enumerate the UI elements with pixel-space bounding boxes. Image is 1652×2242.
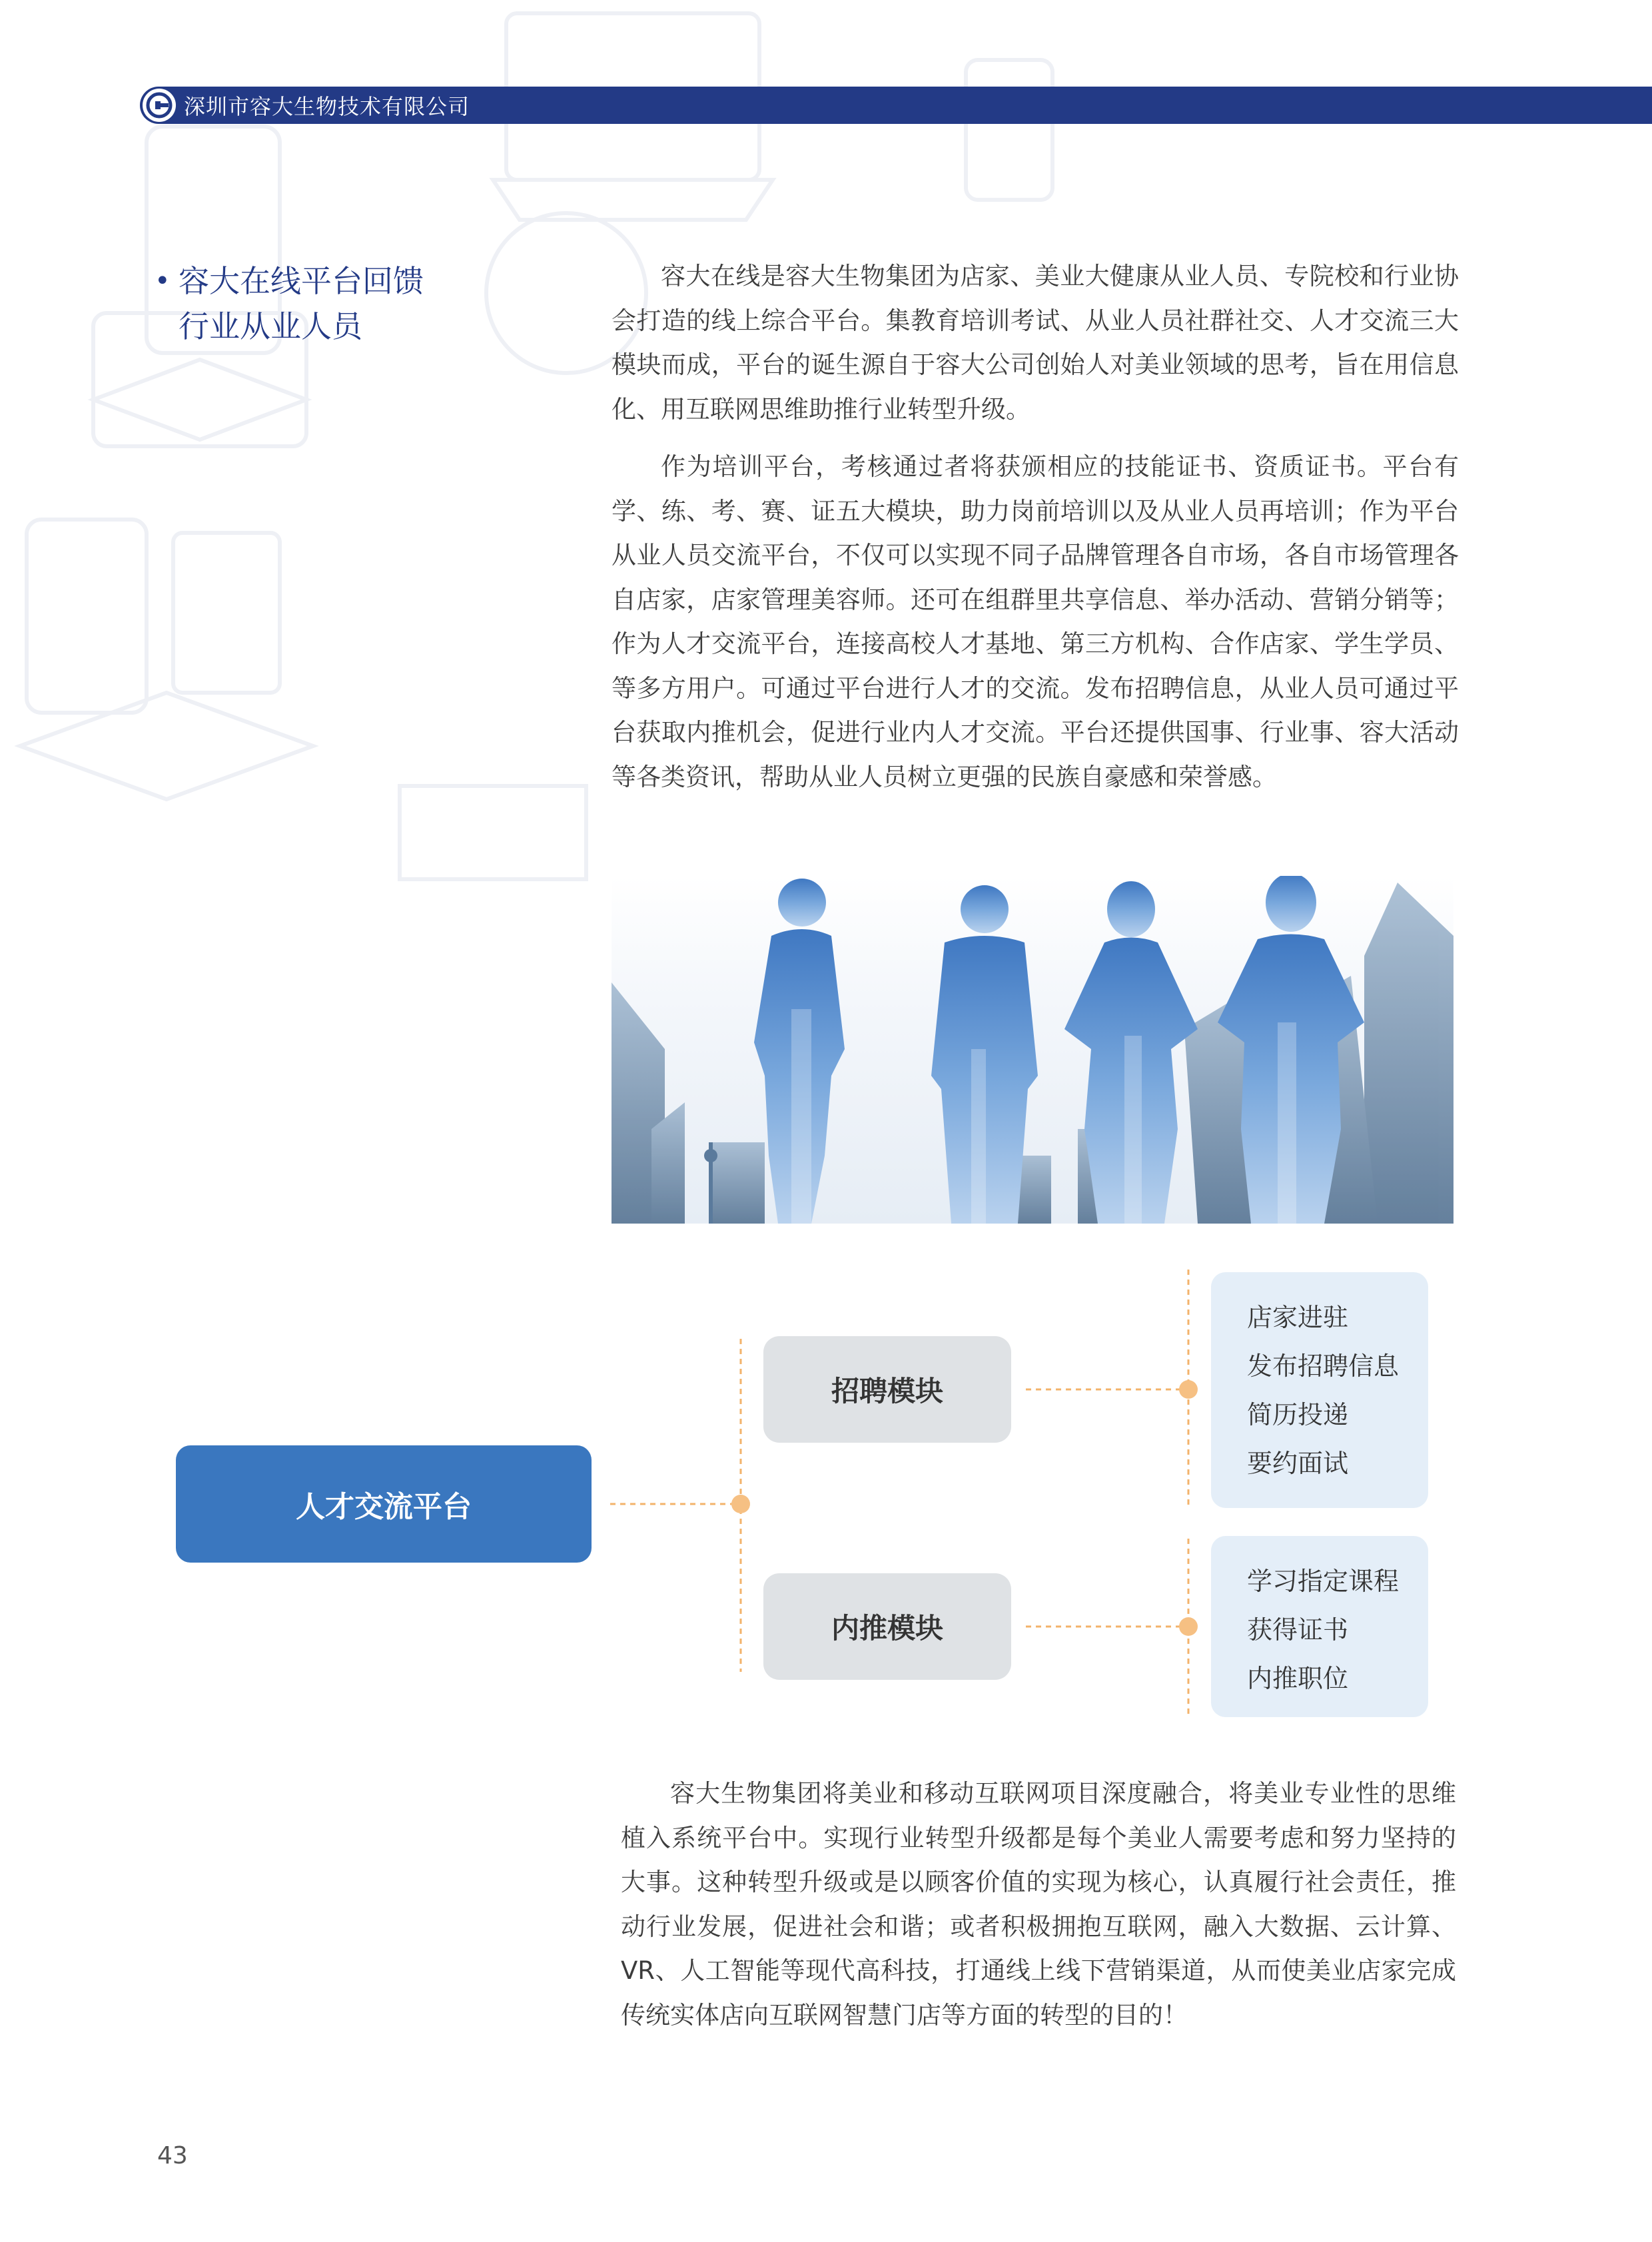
- company-name: 深圳市容大生物技术有限公司: [184, 94, 470, 119]
- recruitment-module-node: 招聘模块: [763, 1336, 1011, 1443]
- training-paragraph: [612, 445, 1459, 799]
- list-item: 发布招聘信息: [1247, 1351, 1400, 1381]
- talent-exchange-platform-node: 人才交流平台: [176, 1445, 592, 1563]
- bullet-dot-icon: •: [155, 266, 171, 296]
- list-item: 获得证书: [1247, 1615, 1349, 1645]
- section-heading: [155, 258, 528, 349]
- list-item: 简历投递: [1247, 1400, 1349, 1429]
- business-people-skyline-image: [612, 876, 1453, 1224]
- header-band: [140, 87, 1652, 124]
- referral-module-node: 内推模块: [763, 1573, 1011, 1680]
- logo-icon: [146, 92, 173, 119]
- referral-detail-list: [1211, 1536, 1428, 1717]
- paragraph-text: 容大在线是容大生物集团为店家、美业大健康从业人员、专院校和行业协会打造的线上综合平台。集教育培训考试、从业人员社群社交、人才交流三大模块而成，平台的诞生源自于容大公司创始人对美业领域的思考，旨在用信息化、用互联网思维助推行业转型升级。: [612, 262, 1459, 424]
- recruitment-detail-list: [1211, 1272, 1428, 1508]
- list-item: 学习指定课程: [1247, 1567, 1400, 1596]
- list-item: 店家进驻: [1247, 1303, 1349, 1332]
- section-heading-line-2: 行业从业人员: [179, 308, 362, 344]
- list-item: 要约面试: [1247, 1449, 1349, 1478]
- conclusion-paragraph: [621, 1772, 1456, 2038]
- paragraph-text: 作为培训平台，考核通过者将获颁相应的技能证书、资质证书。平台有学、练、考、赛、证五大模块，助力岗前培训以及从业人员再培训；作为平台从业人员交流平台，不仅可以实现不同子品牌管理各自市场，各自市场管理各自店家，店家管理美容师。还可在组群里共享信息、举办活动、营销分销等；作为人才交流平台，连接高校人才基地、第三方机构、合作店家、学生学员、等多方用户。可通过平台进行人才的交流。发布招聘信息，从业人员可通过平台获取内推机会，促进行业内人才交流。平台还提供国事、行业事、容大活动等各类资讯，帮助从业人员树立更强的民族自豪感和荣誉感。: [612, 452, 1459, 791]
- list-item: 内推职位: [1247, 1664, 1349, 1693]
- page-number: 43: [157, 2142, 188, 2169]
- talent-platform-diagram: [0, 1252, 1652, 1732]
- company-logo: [143, 89, 176, 122]
- section-heading-line-1: 容大在线平台回馈: [179, 263, 424, 299]
- intro-paragraph: [612, 254, 1459, 432]
- paragraph-text: 容大生物集团将美业和移动互联网项目深度融合，将美业专业性的思维植入系统平台中。实现行业转型升级都是每个美业人需要考虑和努力坚持的大事。这种转型升级或是以顾客价值的实现为核心，认真履行社会责任，推动行业发展，促进社会和谐；或者积极拥抱互联网，融入大数据、云计算、VR、人工智能等现代高科技，打通线上线下营销渠道，从而使美业店家完成传统实体店向互联网智慧门店等方面的转型的目的！: [621, 1779, 1456, 2030]
